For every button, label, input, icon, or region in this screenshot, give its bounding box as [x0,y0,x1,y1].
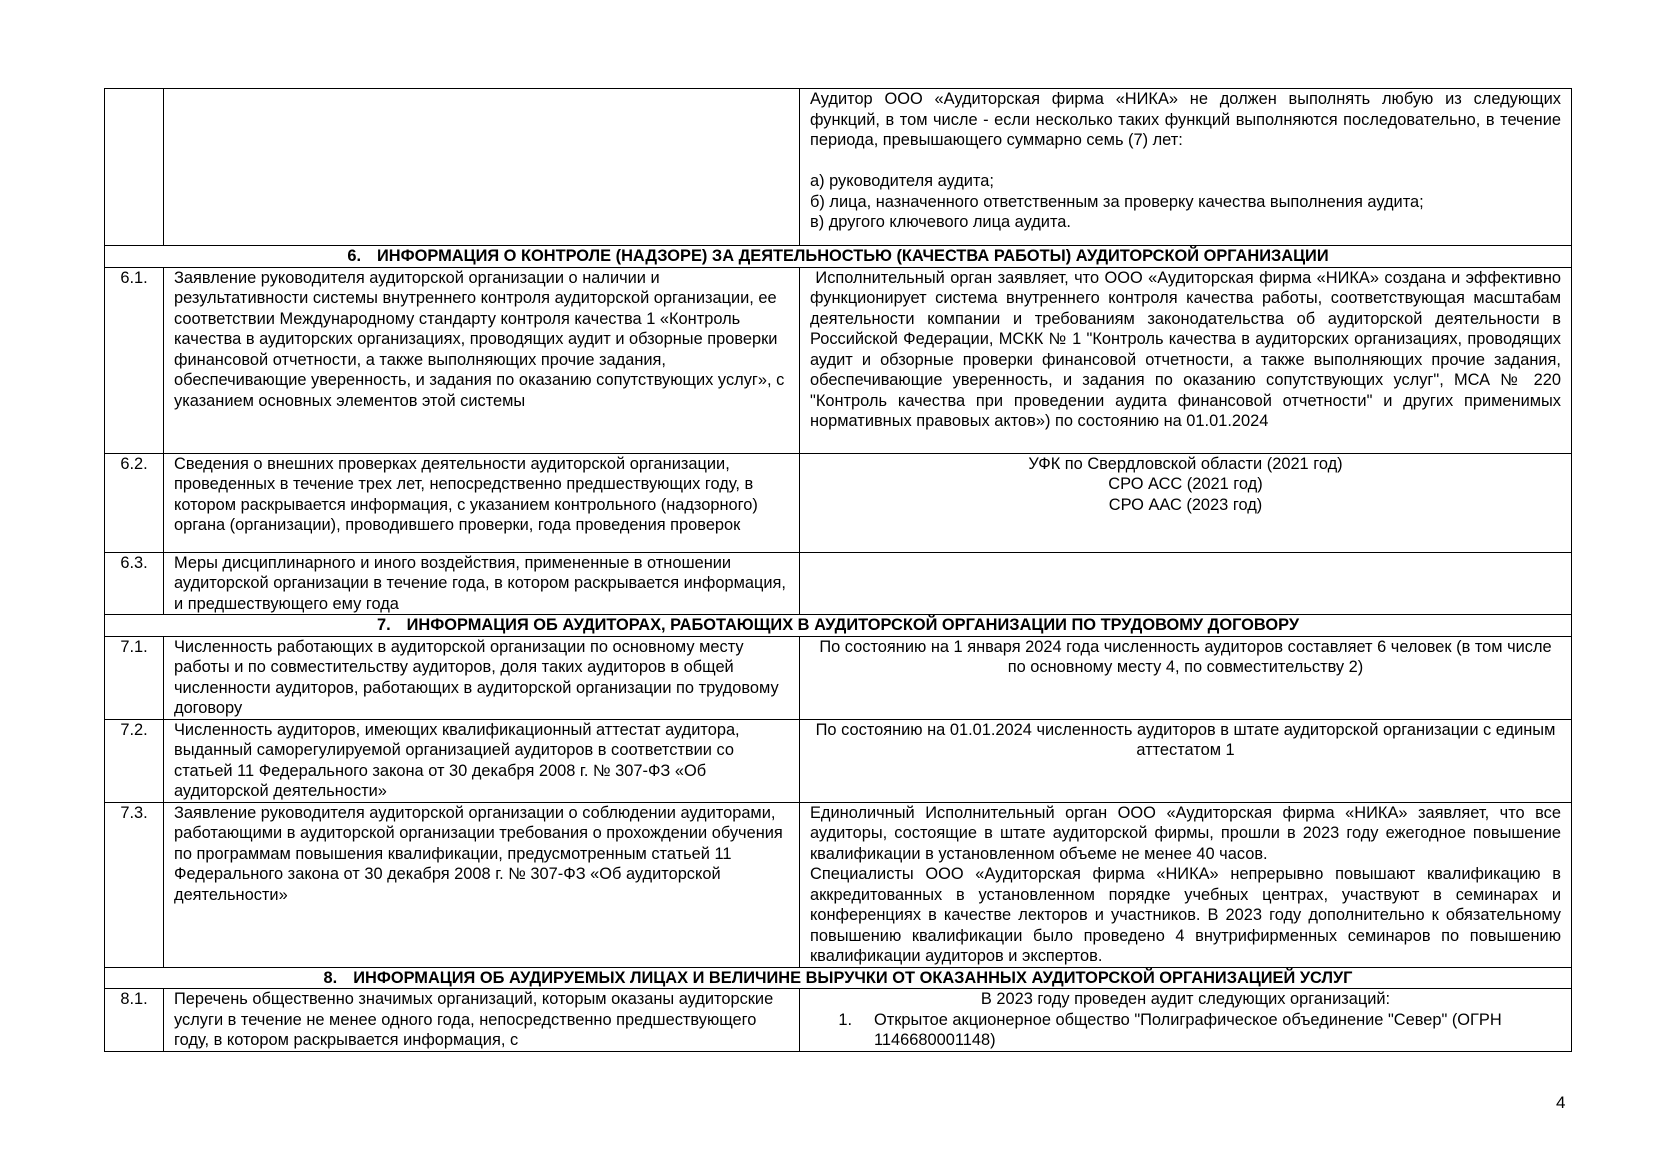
row-value-cell [800,89,1572,246]
row-value [800,989,1572,1052]
row-value [800,802,1572,967]
section-title: ИНФОРМАЦИЯ ОБ АУДИТОРАХ, РАБОТАЮЩИХ В АУДИТОРСКОЙ ОРГАНИЗАЦИИ ПО ТРУДОВОМУ ДОГОВОРУ [406,616,1300,634]
section-header [105,615,1572,637]
inspection-line: СРО ААС (2023 год) [1108,495,1263,514]
table-row [105,267,1572,453]
section-title: ИНФОРМАЦИЯ О КОНТРОЛЕ (НАДЗОРЕ) ЗА ДЕЯТЕЛЬНОСТЬЮ (КАЧЕСТВА РАБОТЫ) АУДИТОРСКОЙ ОРГАНИЗАЦИИ [377,247,1329,265]
list-item: а) руководителя аудита; [810,172,994,190]
table-row [105,719,1572,802]
row-number: 7.2. [105,719,164,802]
row-value: По состоянию на 1 января 2024 года численность аудиторов составляет 6 человек (в том числе по основному месту 4, по совместительству 2) [800,636,1572,719]
section-title: ИНФОРМАЦИЯ ОБ АУДИРУЕМЫХ ЛИЦАХ И ВЕЛИЧИНЕ ВЫРУЧКИ ОТ ОКАЗАННЫХ АУДИТОРСКОЙ ОРГАНИЗАЦИЕЙ УСЛУГ [353,968,1353,987]
audited-organization-item [810,1010,1561,1051]
table-row [105,802,1572,967]
row-description: Заявление руководителя аудиторской организации о наличии и результативности системы внутреннего контроля аудиторской организации, ее соответствии Международному стандарту контроля качества 1 «Контроль качества в аудиторских организациях, проводящих аудит и обзорные проверки финансовой отчетности, а также выполняющих прочие задания, обеспечивающие уверенность, и задания по оказанию сопутствующих услуг», с указанием основных элементов этой системы [164,267,800,453]
row-description-cell [164,89,800,246]
section-header [105,967,1572,989]
rotation-rule-paragraph: Аудитор ООО «Аудиторская фирма «НИКА» не должен выполнять любую из следующих функций, в том числе - если несколько таких функций выполняются последовательно, в течение периода, превышающего суммарно семь (7) лет: [810,90,1561,149]
row-value: По состоянию на 01.01.2024 численность аудиторов в штате аудиторской организации с единым аттестатом 1 [800,719,1572,802]
section-header [105,246,1572,268]
section-number: 7. [376,616,391,634]
table-row [105,989,1572,1052]
inspection-line: СРО АСС (2021 год) [1108,475,1263,493]
section-header-row [105,246,1572,268]
section-header-row [105,967,1572,989]
section-number: 8. [323,968,338,987]
page-number: 4 [1556,1093,1566,1112]
row-description: Заявление руководителя аудиторской организации о соблюдении аудиторами, работающими в аудиторской организации требования о прохождении обучения по программам повышения квалификации, предусмотренным статьей 11 Федерального закона от 30 декабря 2008 г. № 307-ФЗ «Об аудиторской деятельности» [164,802,800,967]
row-number: 6.2. [105,453,164,552]
row-number: 7.1. [105,636,164,719]
disclosure-table [104,88,1572,1052]
row-description: Перечень общественно значимых организаций, которым оказаны аудиторские услуги в течение не менее одного года, непосредственно предшествующего году, в котором раскрывается информация, с [164,989,800,1052]
table-row [105,636,1572,719]
row-description: Численность работающих в аудиторской организации по основному месту работы и по совместительству аудиторов, доля таких аудиторов в общей численности аудиторов, работающих в аудиторской организации по трудовому договору [164,636,800,719]
audit-list-heading: В 2023 году проведен аудит следующих организаций: [980,990,1391,1008]
row-description: Меры дисциплинарного и иного воздействия, примененные в отношении аудиторской организации в течение года, в котором раскрывается информация, и предшествующего ему года [164,552,800,615]
table-row [105,552,1572,615]
training-statement: Единоличный Исполнительный орган ООО «Аудиторская фирма «НИКА» заявляет, что все аудиторы, состоящие в штате аудиторской фирмы, прошли в 2023 году ежегодное повышение квалификации в установленном объеме не менее 40 часов. [810,803,1561,863]
row-number: 6.3. [105,552,164,615]
training-details: Специалисты ООО «Аудиторская фирма «НИКА» непрерывно повышают квалификацию в аккредитованных в установленном порядке учебных центрах, участвуют в семинарах и конференциях в качестве лекторов и участников. В 2023 году дополнительно к обязательному повышению квалификации было проведено 4 внутрифирменных семинаров по повышению квалификации аудиторов и экспертов. [810,865,1561,965]
inspection-line: УФК по Свердловской области (2021 год) [1028,454,1343,473]
row-value [800,453,1572,552]
organization-name: Открытое акционерное общество "Полиграфическое объединение "Север" (ОГРН 1146680001148) [874,1010,1502,1049]
spacer [810,151,1561,172]
row-value [800,552,1572,615]
row-number: 7.3. [105,802,164,967]
row-number: 8.1. [105,989,164,1052]
row-number-cell [105,89,164,246]
list-item: в) другого ключевого лица аудита. [810,213,1071,231]
list-number: 1. [838,1010,852,1029]
list-item: б) лица, назначенного ответственным за проверку качества выполнения аудита; [810,192,1424,211]
table-row [105,453,1572,552]
table-row [105,89,1572,246]
row-number: 6.1. [105,267,164,453]
row-description: Сведения о внешних проверках деятельности аудиторской организации, проведенных в течение трех лет, непосредственно предшествующих году, в котором раскрывается информация, с указанием контрольного (надзорного) органа (организации), проводившего проверки, года проведения проверок [164,453,800,552]
section-header-row [105,615,1572,637]
section-number: 6. [347,247,362,265]
row-value: Исполнительный орган заявляет, что ООО «Аудиторская фирма «НИКА» создана и эффективно функционирует система внутреннего контроля качества работы, соответствующая масштабам деятельности компании и требованиям законодательства об аудиторской деятельности в Российской Федерации, МСКК № 1 "Контроль качества в аудиторских организациях, проводящих аудит и обзорные проверки финансовой отчетности, а также выполняющих прочие задания, обеспечивающие уверенность, и задания по оказанию сопутствующих услуг", МСА № 220 "Контроль качества при проведении аудита финансовой отчетности" и других применимых нормативных правовых актов») по состоянию на 01.01.2024 [800,267,1572,453]
row-description: Численность аудиторов, имеющих квалификационный аттестат аудитора, выданный саморегулируемой организацией аудиторов в соответствии со статьей 11 Федерального закона от 30 декабря 2008 г. № 307-ФЗ «Об аудиторской деятельности» [164,719,800,802]
